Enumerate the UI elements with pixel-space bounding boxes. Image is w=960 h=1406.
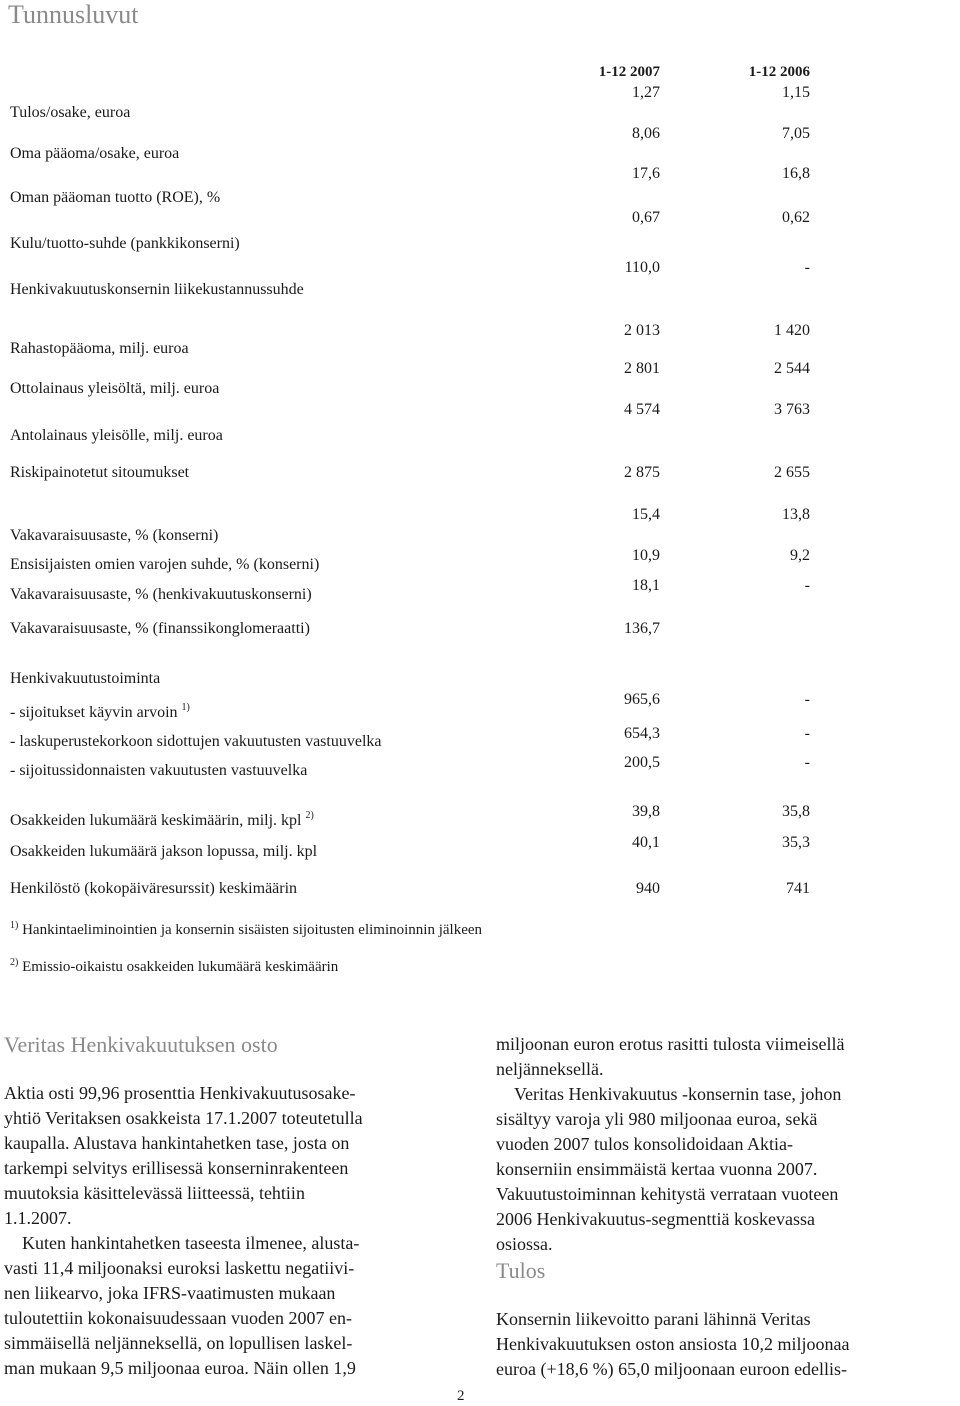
value-2007: 17,6 xyxy=(632,165,660,182)
text-line: Vakuutustoiminnan kehitystä verrataan vuoteen xyxy=(496,1184,839,1204)
value-2006: 1 420 xyxy=(774,322,810,339)
row-label: Ensisijaisten omien varojen suhde, % (konserni) xyxy=(10,556,320,573)
text-line: osiossa. xyxy=(496,1234,553,1254)
value-2006: - xyxy=(804,577,810,594)
paragraph xyxy=(4,1231,444,1381)
value-2006: 9,2 xyxy=(790,547,810,564)
value-2007: 2 875 xyxy=(624,464,660,481)
page-title: Tunnusluvut xyxy=(8,0,139,29)
row-label xyxy=(10,812,314,830)
text-line: yhtiö Veritaksen osakkeista 17.1.2007 toteutetulla xyxy=(4,1108,363,1128)
row-label-text: - sijoitukset käyvin arvoin xyxy=(10,704,178,721)
column-header-2007: 1-12 2007 xyxy=(598,64,660,80)
text-line: man mukaan 9,5 miljoonaa euroa. Näin ollen 1,9 xyxy=(4,1358,356,1378)
value-2007: 200,5 xyxy=(624,754,660,771)
value-2007: 1,27 xyxy=(632,84,660,101)
row-label: Henkivakuutuskonsernin liikekustannussuhde xyxy=(10,281,304,298)
value-2006: 2 544 xyxy=(774,360,810,377)
row-label: Vakavaraisuusaste, % (finanssikonglomeraatti) xyxy=(10,620,310,637)
row-label: Vakavaraisuusaste, % (henkivakuutuskonserni) xyxy=(10,586,312,603)
value-2007: 2 801 xyxy=(624,360,660,377)
text-line: euroa (+18,6 %) 65,0 miljoonaan euroon edellis- xyxy=(496,1359,848,1379)
value-2006: - xyxy=(804,754,810,771)
row-label: Kulu/tuotto-suhde (pankkikonserni) xyxy=(10,235,240,252)
row-label: - laskuperustekorkoon sidottujen vakuutusten vastuuvelka xyxy=(10,733,382,750)
value-2006: 35,8 xyxy=(782,803,810,820)
value-2007: 10,9 xyxy=(632,547,660,564)
column-header-2006: 1-12 2006 xyxy=(748,64,810,80)
article-right-column xyxy=(496,1032,956,1257)
footnote-text: Hankintaeliminointien ja konsernin sisäisten sijoitusten eliminoinnin jälkeen xyxy=(22,922,483,938)
section-heading: Veritas Henkivakuutuksen osto xyxy=(4,1032,278,1057)
value-2007: 965,6 xyxy=(624,691,660,708)
text-line: tarkempi selvitys erillisessä konserninrakenteen xyxy=(4,1158,349,1178)
row-label: Ottolainaus yleisöltä, milj. euroa xyxy=(10,380,220,397)
footnote xyxy=(10,959,338,976)
text-line: tuloutettiin kokonaisuudessaan vuoden 2007 en- xyxy=(4,1308,352,1328)
row-label xyxy=(10,704,190,722)
footnote-mark: 1) xyxy=(10,920,19,931)
text-line: Aktia osti 99,96 prosenttia Henkivakuutusosake- xyxy=(4,1083,356,1103)
row-label: Rahastopääoma, milj. euroa xyxy=(10,340,189,357)
value-2007: 110,0 xyxy=(624,259,660,276)
section-heading: Tulos xyxy=(496,1258,546,1283)
footnote-marker: 2) xyxy=(305,810,314,821)
paragraph xyxy=(496,1307,956,1382)
paragraph xyxy=(496,1032,956,1082)
article-right-column-continued xyxy=(496,1307,956,1382)
text-line: vasti 11,4 miljoonaksi euroksi laskettu negatiivi- xyxy=(4,1258,355,1278)
paragraph xyxy=(496,1082,956,1257)
value-2006: 13,8 xyxy=(782,506,810,523)
value-2006: 35,3 xyxy=(782,834,810,851)
row-label: Riskipainotetut sitoumukset xyxy=(10,464,190,481)
row-label: Antolainaus yleisölle, milj. euroa xyxy=(10,427,223,444)
row-label: Henkivakuutustoiminta xyxy=(10,670,161,687)
value-2007: 2 013 xyxy=(624,322,660,339)
row-label: Henkilöstö (kokopäiväresurssit) keskimäärin xyxy=(10,880,298,897)
text-line: nen liikearvo, joka IFRS-vaatimusten mukaan xyxy=(4,1283,336,1303)
row-label-text: Osakkeiden lukumäärä keskimäärin, milj. kpl xyxy=(10,812,302,829)
text-line: muutoksia käsittelevässä liitteessä, tehtiin xyxy=(4,1183,305,1203)
text-line: neljänneksellä. xyxy=(496,1059,604,1079)
row-label: Vakavaraisuusaste, % (konserni) xyxy=(10,527,219,544)
value-2007: 0,67 xyxy=(632,209,660,226)
text-line: miljoonan euron erotus rasitti tulosta viimeisellä xyxy=(496,1034,845,1054)
text-line: Kuten hankintahetken taseesta ilmenee, alusta- xyxy=(22,1233,360,1253)
row-label: Tulos/osake, euroa xyxy=(10,104,131,121)
value-2007: 654,3 xyxy=(624,725,660,742)
value-2007: 18,1 xyxy=(632,577,660,594)
row-label: Oma pääoma/osake, euroa xyxy=(10,145,180,162)
value-2007: 39,8 xyxy=(632,803,660,820)
value-2006: - xyxy=(804,691,810,708)
text-line: kaupalla. Alustava hankintahetken tase, josta on xyxy=(4,1133,350,1153)
text-line: sisältyy varoja yli 980 miljoonaa euroa, sekä xyxy=(496,1109,818,1129)
row-label: Osakkeiden lukumäärä jakson lopussa, milj. kpl xyxy=(10,843,318,860)
value-2006: - xyxy=(804,259,810,276)
value-2007: 136,7 xyxy=(624,620,660,637)
text-line: Veritas Henkivakuutus -konsernin tase, johon xyxy=(514,1084,842,1104)
text-line: 1.1.2007. xyxy=(4,1208,72,1228)
row-label: Oman pääoman tuotto (ROE), % xyxy=(10,189,221,206)
text-line: 2006 Henkivakuutus-segmenttiä koskevassa xyxy=(496,1209,815,1229)
text-line: vuoden 2007 tulos konsolidoidaan Aktia- xyxy=(496,1134,793,1154)
value-2007: 940 xyxy=(636,880,660,897)
value-2006: - xyxy=(804,725,810,742)
article-left-column xyxy=(4,1081,444,1381)
text-line: Konsernin liikevoitto parani lähinnä Veritas xyxy=(496,1309,811,1329)
value-2007: 40,1 xyxy=(632,834,660,851)
footnote-text: Emissio-oikaistu osakkeiden lukumäärä keskimäärin xyxy=(22,959,339,975)
text-line: Henkivakuutuksen oston ansiosta 10,2 miljoonaa xyxy=(496,1334,850,1354)
text-line: konserniin ensimmäistä kertaa vuonna 2007. xyxy=(496,1159,818,1179)
value-2006: 0,62 xyxy=(782,209,810,226)
value-2007: 4 574 xyxy=(624,401,660,418)
value-2006: 2 655 xyxy=(774,464,810,481)
value-2006: 7,05 xyxy=(782,125,810,142)
value-2006: 16,8 xyxy=(782,165,810,182)
footnote-marker: 1) xyxy=(181,702,190,713)
value-2006: 1,15 xyxy=(782,84,810,101)
paragraph xyxy=(4,1081,444,1231)
value-2006: 3 763 xyxy=(774,401,810,418)
value-2006: 741 xyxy=(786,880,810,897)
row-label: - sijoitussidonnaisten vakuutusten vastuuvelka xyxy=(10,762,308,779)
footnote-mark: 2) xyxy=(10,957,19,968)
text-line: simmäisellä neljänneksellä, on lopullisen laskel- xyxy=(4,1333,353,1353)
footnote xyxy=(10,922,482,939)
value-2007: 15,4 xyxy=(632,506,660,523)
value-2007: 8,06 xyxy=(632,125,660,142)
page-number: 2 xyxy=(457,1388,465,1404)
